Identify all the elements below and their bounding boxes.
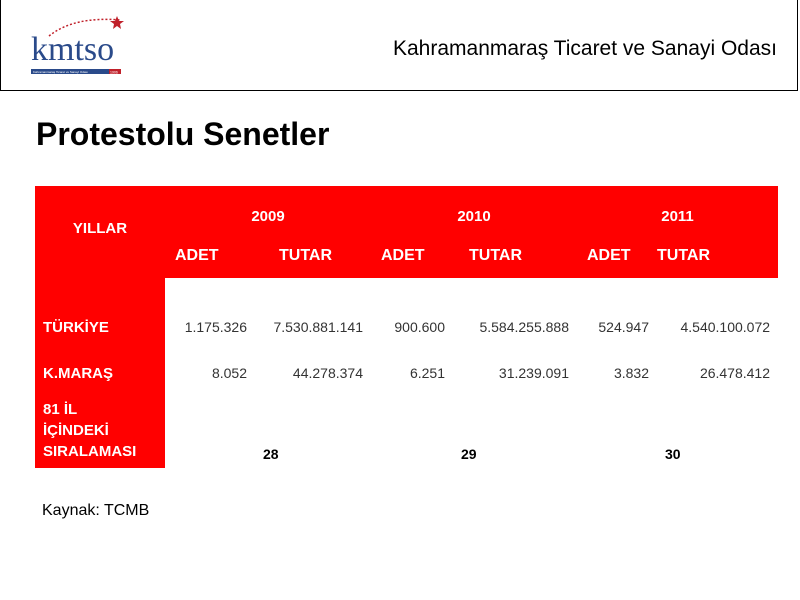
- rank-2010: 29: [461, 446, 477, 462]
- year-2010: 2010: [457, 207, 491, 225]
- subheader-tutar: TUTAR: [279, 246, 333, 264]
- subheader-adet: ADET: [587, 246, 631, 264]
- kmtso-logo: [29, 14, 125, 80]
- protest-table: [35, 186, 778, 468]
- rank-2011: 30: [665, 446, 681, 462]
- row-label-turkiye: TÜRKİYE: [35, 308, 165, 346]
- table-cell: 1.175.326: [184, 319, 247, 335]
- table-cell: 26.478.412: [699, 365, 771, 381]
- subheader-tutar: TUTAR: [469, 246, 523, 264]
- logo-tagline: Kahramanmaraş Ticaret ve Sanayi Odası: [33, 70, 88, 74]
- table-cell: 31.239.091: [498, 365, 569, 381]
- rank-label-line: 81 İL: [43, 401, 78, 418]
- table-cell: 7.530.881.141: [273, 319, 363, 335]
- subheader-adet: ADET: [381, 246, 425, 264]
- row-label-kmaras: K.MARAŞ: [35, 354, 165, 392]
- table-row: [35, 354, 778, 392]
- rank-label-line: SIRALAMASI: [43, 443, 137, 460]
- year-2011: 2011: [661, 207, 694, 225]
- table-cell: 5.584.255.888: [479, 319, 569, 335]
- logo-year: 1906: [110, 70, 118, 75]
- table-cell: 44.278.374: [292, 365, 363, 381]
- table-row-rank: [35, 392, 778, 468]
- table-cell: 6.251: [409, 365, 445, 381]
- organization-name: Kahramanmaraş Ticaret ve Sanayi Odası: [392, 37, 777, 60]
- year-2009: 2009: [251, 207, 285, 225]
- table-cell: 3.832: [613, 365, 649, 381]
- subheader-tutar: TUTAR: [657, 246, 711, 264]
- table-cell: 8.052: [211, 365, 247, 381]
- table-cell: 524.947: [598, 319, 649, 335]
- page-title: Protestolu Senetler: [36, 116, 330, 152]
- rank-2009: 28: [263, 446, 279, 462]
- logo-graphic: [29, 14, 125, 80]
- table-cell: 4.540.100.072: [680, 319, 771, 335]
- row-header-years: YILLAR: [72, 220, 128, 237]
- rank-label-line: İÇİNDEKİ: [43, 422, 109, 439]
- table-cell: 900.600: [394, 319, 445, 335]
- source-note: Kaynak: TCMB: [42, 502, 150, 519]
- row-label-rank: [35, 392, 165, 468]
- logo-text: kmtso: [31, 31, 115, 68]
- table-row: [35, 308, 778, 346]
- subheader-adet: ADET: [175, 246, 219, 264]
- header-bar: [0, 0, 798, 91]
